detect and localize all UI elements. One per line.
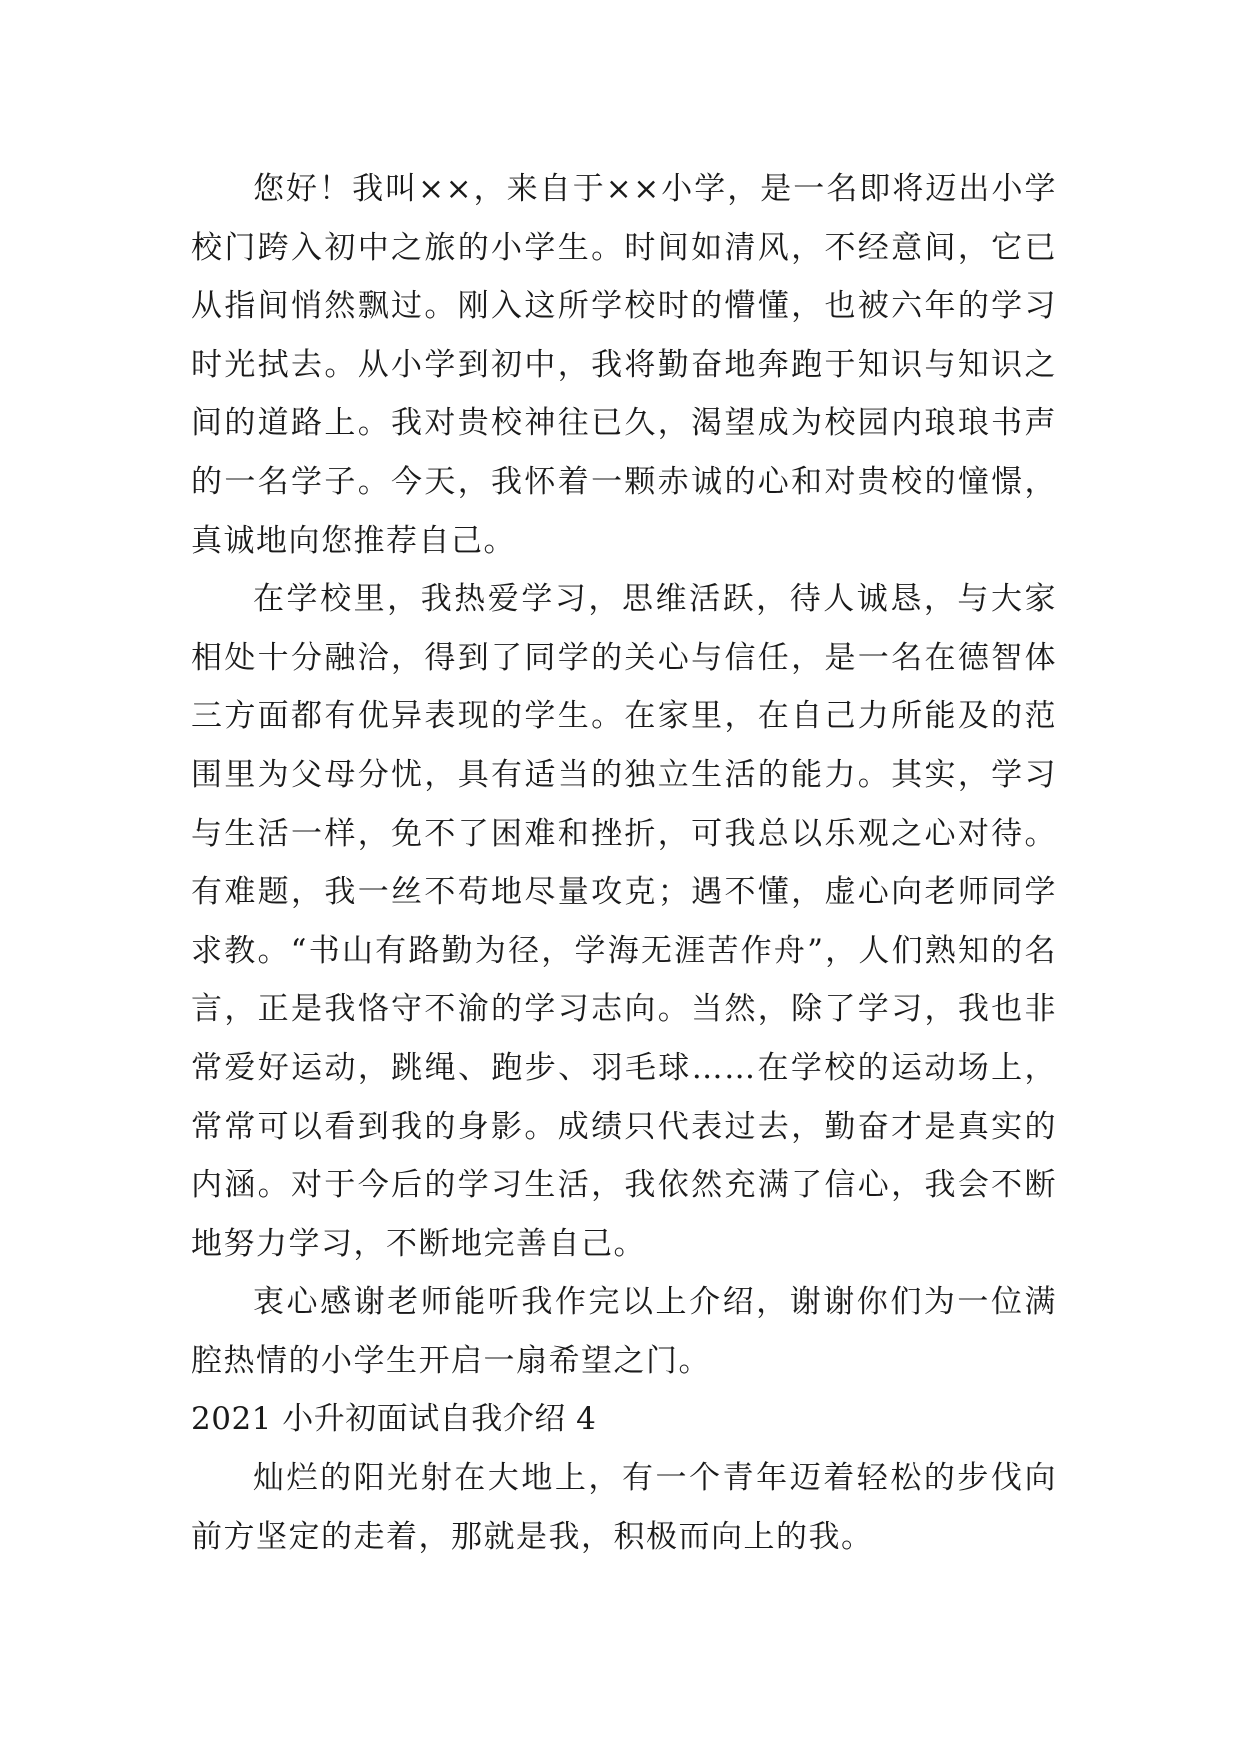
- document-body: [191, 160, 1057, 1566]
- paragraph-intro: 您好！我叫××，来自于××小学，是一名即将迈出小学校门跨入初中之旅的小学生。时间如清风，不经意间，它已从指间悄然飘过。刚入这所学校时的懵懂，也被六年的学习时光拭去。从小学到初中，我将勤奋地奔跑于知识与知识之间的道路上。我对贵校神往已久，渴望成为校园内琅琅书声的一名学子。今天，我怀着一颗赤诚的心和对贵校的憧憬，真诚地向您推荐自己。: [191, 171, 1057, 559]
- paragraph-school-life: 在学校里，我热爱学习，思维活跃，待人诚恳，与大家相处十分融洽，得到了同学的关心与信任，是一名在德智体三方面都有优异表现的学生。在家里，在自己力所能及的范围里为父母分忧，具有适当的独立生活的能力。其实，学习与生活一样，免不了困难和挫折，可我总以乐观之心对待。有难题，我一丝不苟地尽量攻克；遇不懂，虚心向老师同学求教。“书山有路勤为径，学海无涯苦作舟”，人们熟知的名言，正是我恪守不渝的学习志向。当然，除了学习，我也非常爱好运动，跳绳、跑步、羽毛球……在学校的运动场上，常常可以看到我的身影。成绩只代表过去，勤奋才是真实的内涵。对于今后的学习生活，我依然充满了信心，我会不断地努力学习，不断地完善自己。: [191, 581, 1057, 1262]
- paragraph-section-4-intro: 灿烂的阳光射在大地上，有一个青年迈着轻松的步伐向前方坚定的走着，那就是我，积极而向上的我。: [191, 1460, 1057, 1555]
- paragraph-thanks: 衷心感谢老师能听我作完以上介绍，谢谢你们为一位满腔热情的小学生开启一扇希望之门。: [191, 1284, 1057, 1379]
- section-heading: 2021 小升初面试自我介绍 4: [191, 1401, 597, 1438]
